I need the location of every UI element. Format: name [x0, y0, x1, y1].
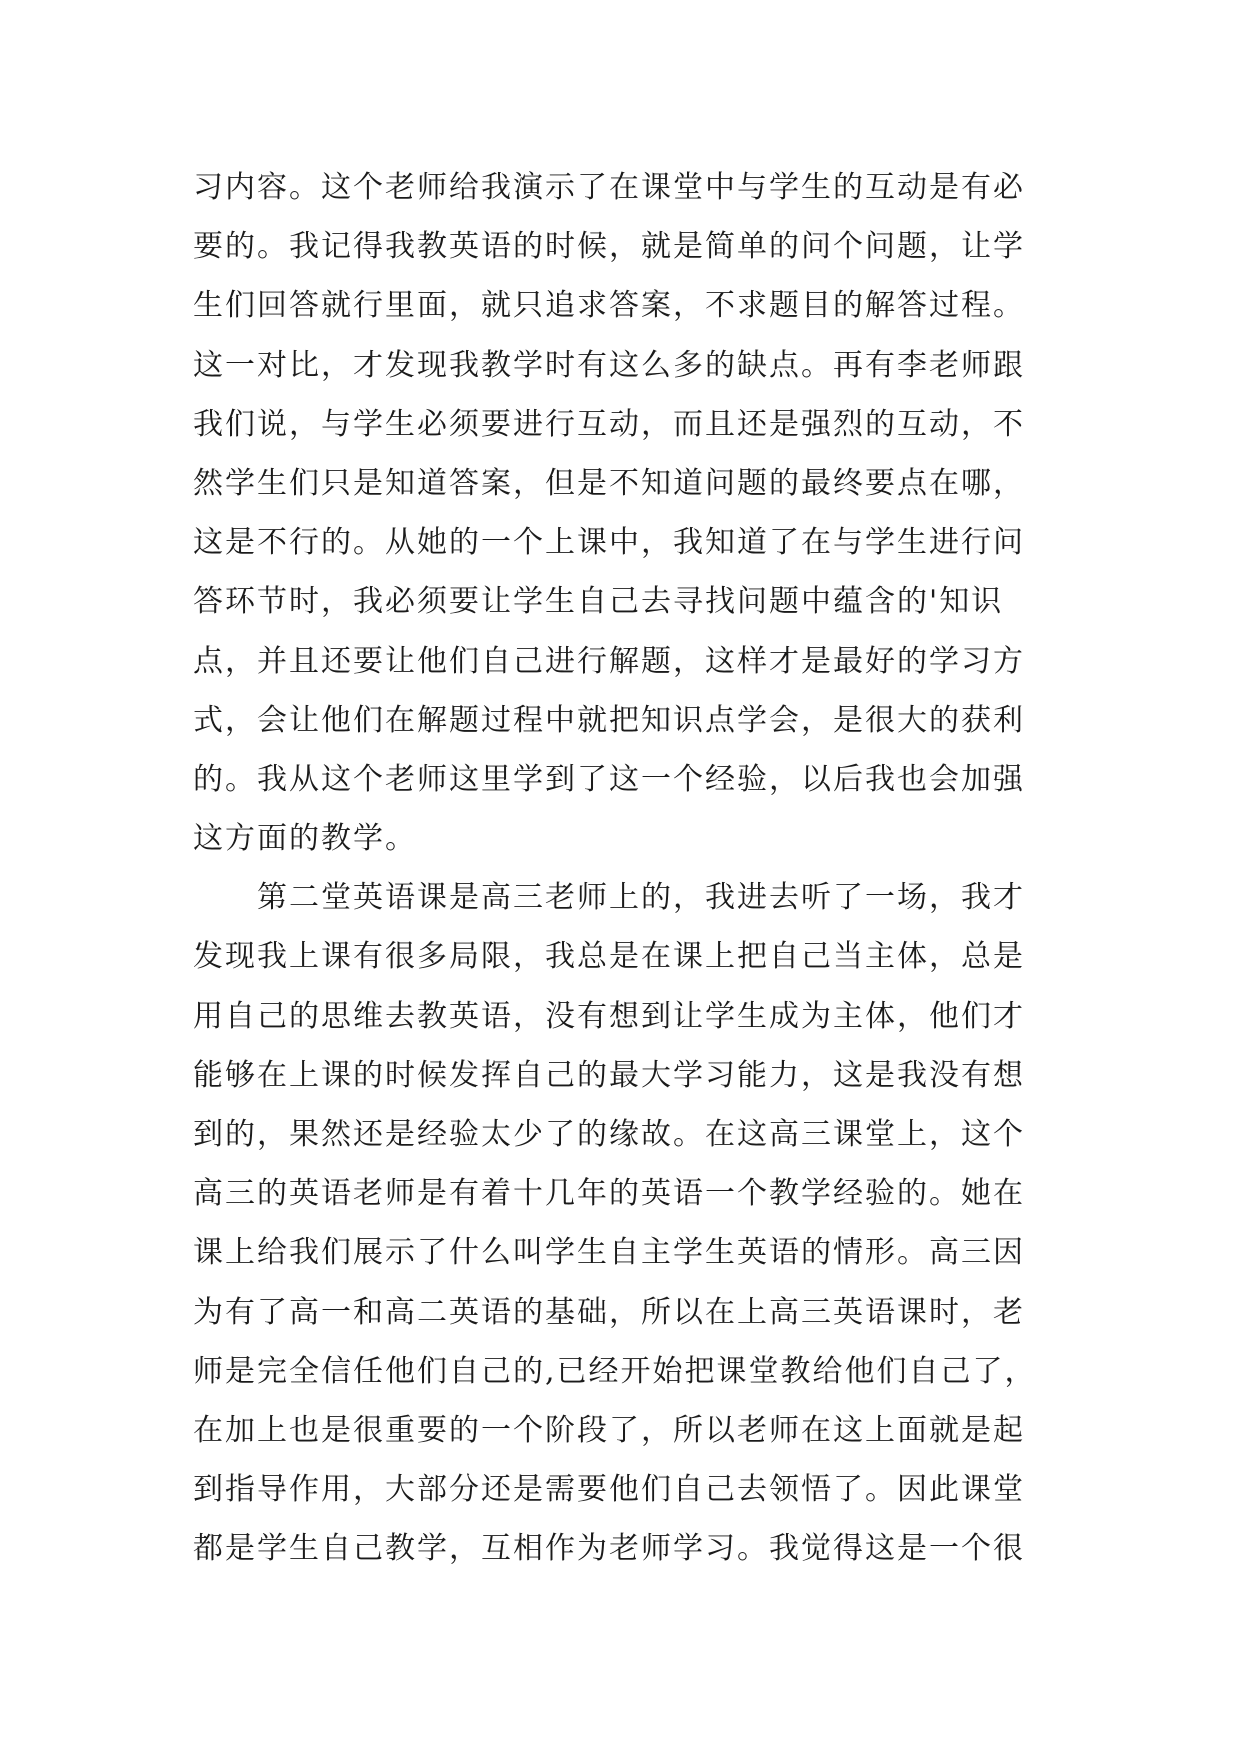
text-line: 我们说，与学生必须要进行互动，而且还是强烈的互动，不 — [193, 406, 1025, 442]
text-line: 师是完全信任他们自己的,已经开始把课堂教给他们自己了， — [193, 1353, 1037, 1389]
text-line: 这一对比，才发现我教学时有这么多的缺点。再有李老师跟 — [193, 347, 1025, 383]
text-line: 为有了高一和高二英语的基础，所以在上高三英语课时，老 — [193, 1294, 1025, 1330]
body-text — [193, 158, 1063, 1579]
text-line: 课上给我们展示了什么叫学生自主学生英语的情形。高三因 — [193, 1235, 1025, 1271]
text-line: 的。我从这个老师这里学到了这一个经验，以后我也会加强 — [193, 761, 1025, 797]
text-line: 第二堂英语课是高三老师上的，我进去听了一场，我才 — [193, 880, 1025, 916]
text-line: 到指导作用，大部分还是需要他们自己去领悟了。因此课堂 — [193, 1472, 1025, 1508]
text-line: 这是不行的。从她的一个上课中，我知道了在与学生进行问 — [193, 525, 1025, 561]
text-line: 发现我上课有很多局限，我总是在课上把自己当主体，总是 — [193, 939, 1025, 975]
text-line: 点，并且还要让他们自己进行解题，这样才是最好的学习方 — [193, 643, 1025, 679]
text-line: 用自己的思维去教英语，没有想到让学生成为主体，他们才 — [193, 998, 1025, 1034]
text-line: 都是学生自己教学，互相作为老师学习。我觉得这是一个很 — [193, 1531, 1025, 1567]
text-line: 习内容。这个老师给我演示了在课堂中与学生的互动是有必 — [193, 170, 1025, 205]
text-line: 式，会让他们在解题过程中就把知识点学会，是很大的获利 — [193, 702, 1025, 738]
text-line: 要的。我记得我教英语的时候，就是简单的问个问题，让学 — [193, 229, 1025, 265]
text-line: 答环节时，我必须要让学生自己去寻找问题中蕴含的'知识 — [193, 584, 1004, 620]
text-line: 高三的英语老师是有着十几年的英语一个教学经验的。她在 — [193, 1176, 1025, 1212]
text-line: 生们回答就行里面，就只追求答案，不求题目的解答过程。 — [193, 288, 1025, 324]
text-line: 能够在上课的时候发挥自己的最大学习能力，这是我没有想 — [193, 1057, 1025, 1093]
text-line: 到的，果然还是经验太少了的缘故。在这高三课堂上，这个 — [193, 1117, 1025, 1152]
text-line: 在加上也是很重要的一个阶段了，所以老师在这上面就是起 — [193, 1412, 1025, 1448]
text-line: 然学生们只是知道答案，但是不知道问题的最终要点在哪， — [193, 465, 1025, 501]
text-line: 这方面的教学。 — [193, 821, 417, 857]
